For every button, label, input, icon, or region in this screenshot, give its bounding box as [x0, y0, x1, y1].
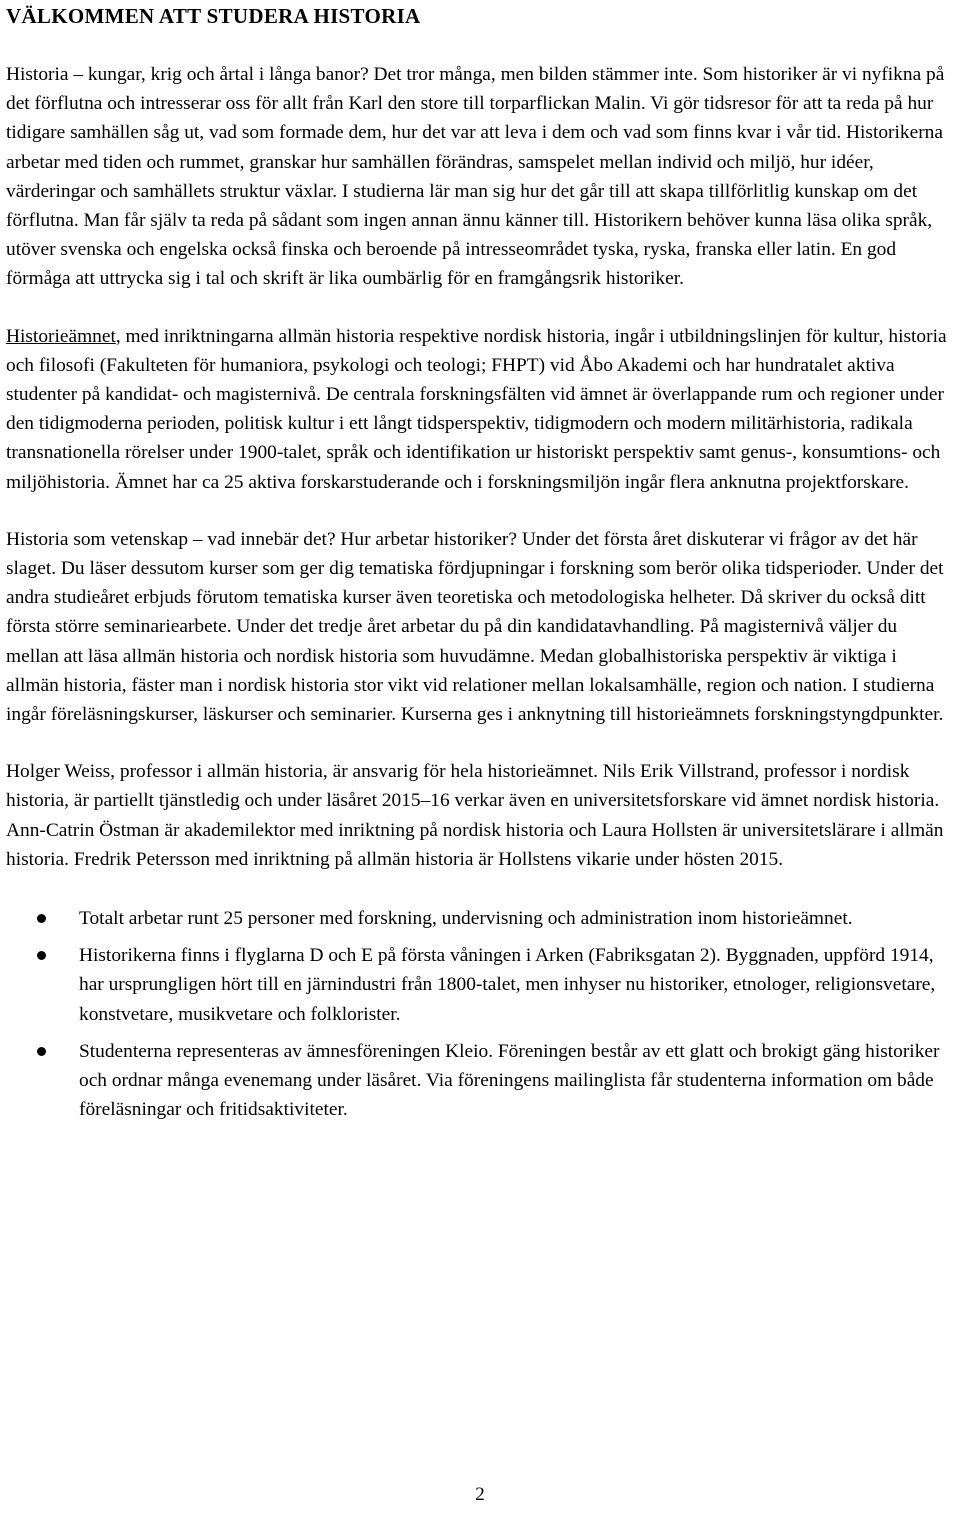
intro-paragraph: Historia – kungar, krig och årtal i långa banor? Det tror många, men bilden stämmer inte. Som historiker är vi nyfikna på det förflutna och intresserar oss för allt från Karl den store till torparflickan Malin. Vi gör tidsresor för att ta reda på hur tidigare samhällen såg ut, vad som formade dem, hur det var att leva i dem och vad som finns kvar i vår tid. Historikerna arbetar med tiden och rummet, granskar hur samhällen förändras, samspelet mellan individ och miljö, hur idéer, värderingar och samhällets struktur växlar. I studierna lär man sig hur det går till att skapa tillförlitlig kunskap om det förflutna. Man får själv ta reda på sådant som ingen annan ännu känner till. Historikern behöver kunna läsa olika språk, utöver svenska och engelska också finska och beroende på intresseområdet tyska, ryska, franska eller latin. En god förmåga att uttrycka sig i tal och skrift är lika oumbärlig för en framgångsrik historiker. — [6, 64, 945, 290]
list-item-text: Studenterna representeras av ämnesföreningen Kleio. Föreningen består av ett glatt och brokigt gäng historiker och ordnar många evenemang under läsåret. Via föreningens mailinglista får studenterna information om både föreläsningar och fritidsaktiviteter. — [79, 1040, 940, 1121]
facts-list — [6, 904, 954, 1124]
list-item — [6, 1037, 954, 1125]
list-item — [6, 904, 954, 933]
bullet-icon — [37, 914, 46, 923]
subject-paragraph — [6, 322, 954, 497]
bullet-icon — [37, 1047, 46, 1056]
subject-paragraph-text: , med inriktningarna allmän historia respektive nordisk historia, ingår i utbildningslinjen för kultur, historia och filosofi (Fakulteten för humaniora, psykologi och teologi; FHPT) vid Åbo Akademi och har hundratalet aktiva studenter på kandidat- och magisternivå. De centrala forskningsfälten vid ämnet är överlappande rum och regioner under den tidigmoderna perioden, politisk kultur i ett långt tidsperspektiv, tidigmodern och modern militärhistoria, radikala transnationella rörelser under 1900-talet, språk och identifikation ur historiskt perspektiv samt genus-, konsumtions- och miljöhistoria. Ämnet har ca 25 aktiva forskarstuderande och i forskningsmiljön ingår flera anknutna projektforskare. — [6, 325, 947, 493]
studies-paragraph: Historia som vetenskap – vad innebär det? Hur arbetar historiker? Under det första året diskuterar vi frågor av det här slaget. Du läser dessutom kurser som ger dig tematiska fördjupningar i forskning som berör olika tidsperioder. Under det andra studieåret erbjuds förutom tematiska kurser även teoretiska och metodologiska helheter. Då skriver du också ditt första större seminariearbete. Under det tredje året arbetar du på din kandidatavhandling. På magisternivå väljer du mellan att läsa allmän historia och nordisk historia som huvudämne. Medan globalhistoriska perspektiv är viktiga i allmän historia, fäster man i nordisk historia stor vikt vid relationer mellan lokalsamhälle, region och nation. I studierna ingår föreläsningskurser, läskurser och seminarier. Kurserna ges i anknytning till historieämnets forskningstyngdpunkter. — [6, 528, 944, 726]
historieamnet-link[interactable]: Historieämnet — [6, 325, 116, 347]
page-number: 2 — [475, 1484, 485, 1505]
list-item — [6, 941, 954, 1029]
staff-paragraph: Holger Weiss, professor i allmän historia, är ansvarig för hela historieämnet. Nils Erik Villstrand, professor i nordisk historia, är partiellt tjänstledig och under läsåret 2015–16 verkar även en universitetsforskare vid ämnet nordisk historia. Ann-Catrin Östman är akademilektor med inriktning på nordisk historia och Laura Hollsten är universitetslärare i allmän historia. Fredrik Petersson med inriktning på allmän historia är Hollstens vikarie under hösten 2015. — [6, 761, 944, 870]
document-page — [6, 0, 954, 1125]
list-item-text: Historikerna finns i flyglarna D och E på första våningen i Arken (Fabriksgatan 2). Byggnaden, uppförd 1914, har ursprungligen hört till en järnindustri från 1800-talet, men inhyser nu historiker, etnologer, religionsvetare, konstvetare, musikvetare och folklorister. — [79, 945, 936, 1025]
list-item-text: Totalt arbetar runt 25 personer med forskning, undervisning och administration inom historieämnet. — [79, 908, 853, 930]
page-title: VÄLKOMMEN ATT STUDERA HISTORIA — [6, 4, 421, 28]
bullet-icon — [37, 951, 46, 960]
